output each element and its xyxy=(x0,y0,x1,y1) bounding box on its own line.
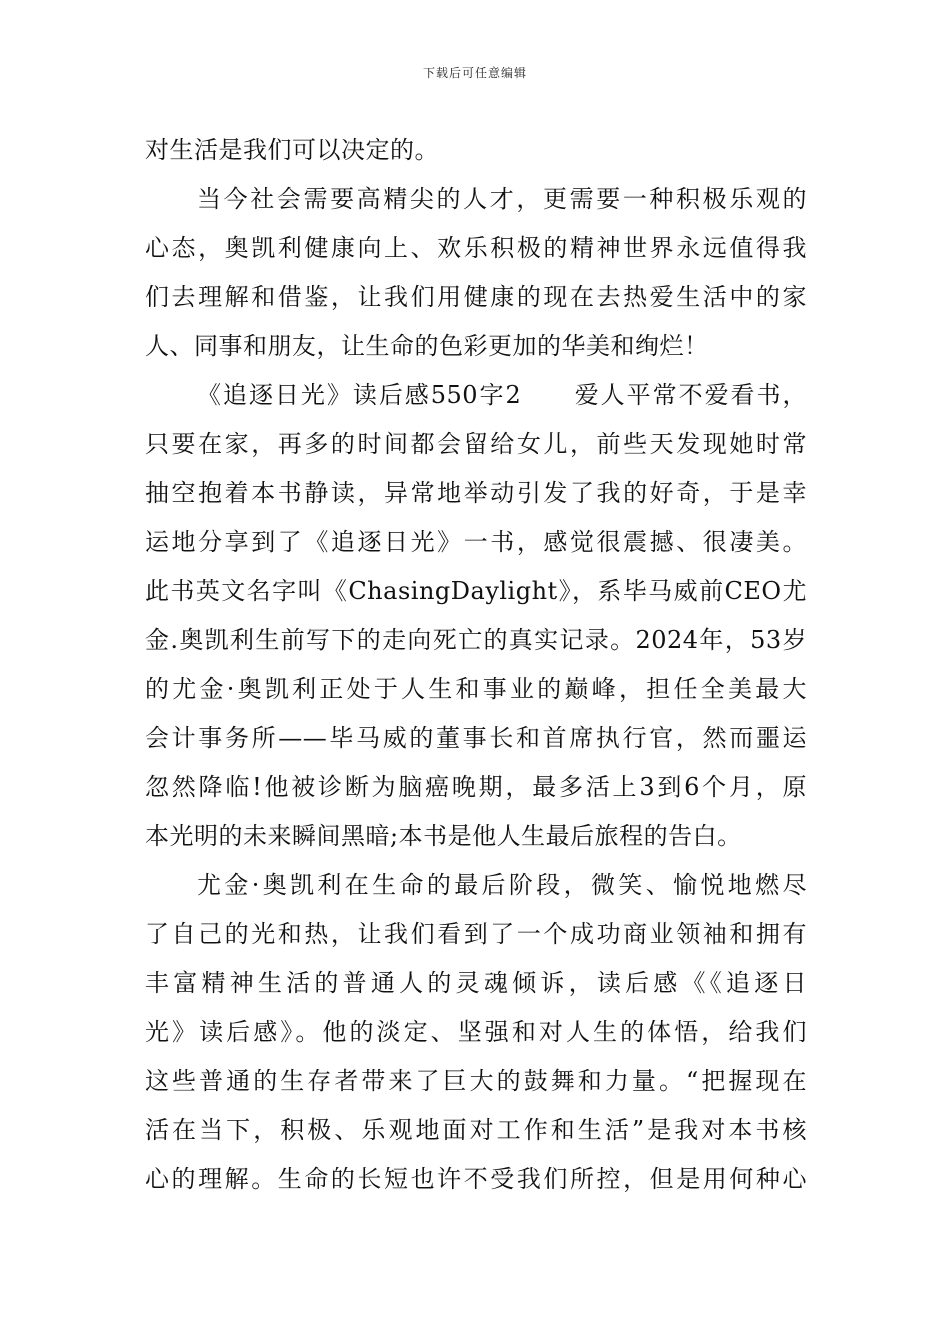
text-line: 对生活是我们可以决定的。 xyxy=(145,136,439,164)
text-line: 当今社会需要高精尖的人才，更需要一种积极乐观的 xyxy=(197,185,807,213)
text-line: 的尤金·奥凯利正处于人生和事业的巅峰，担任全美最大 xyxy=(145,675,807,703)
text-line: 心的理解。生命的长短也许不受我们所控，但是用何种心 xyxy=(145,1165,807,1193)
text-line: 光》读后感》。他的淡定、坚强和对人生的体悟，给我们 xyxy=(145,1018,807,1046)
text-line: 丰富精神生活的普通人的灵魂倾诉，读后感《《追逐日 xyxy=(145,969,807,997)
text-line: 《追逐日光》读后感550字2 爱人平常不爱看书， xyxy=(197,381,807,409)
text-line: 本光明的未来瞬间黑暗;本书是他人生最后旅程的告白。 xyxy=(145,822,742,850)
text-line: 了自己的光和热，让我们看到了一个成功商业领袖和拥有 xyxy=(145,920,807,948)
text-line: 只要在家，再多的时间都会留给女儿，前些天发现她时常 xyxy=(145,430,807,458)
text-line: 这些普通的生存者带来了巨大的鼓舞和力量。“把握现在 xyxy=(145,1067,807,1095)
text-line: 们去理解和借鉴，让我们用健康的现在去热爱生活中的家 xyxy=(145,283,807,311)
text-line: 活在当下，积极、乐观地面对工作和生活”是我对本书核 xyxy=(145,1116,807,1144)
text-line: 人、同事和朋友，让生命的色彩更加的华美和绚烂！ xyxy=(145,332,709,360)
text-line: 此书英文名字叫《ChasingDaylight》，系毕马威前CEO尤 xyxy=(145,577,807,605)
text-line: 金.奥凯利生前写下的走向死亡的真实记录。2024年，53岁 xyxy=(145,626,807,654)
text-line: 忽然降临!他被诊断为脑癌晚期，最多活上3到6个月，原 xyxy=(145,773,807,801)
document-body xyxy=(145,126,807,1204)
text-line: 尤金·奥凯利在生命的最后阶段，微笑、愉悦地燃尽 xyxy=(197,871,807,899)
text-line: 会计事务所——毕马威的董事长和首席执行官，然而噩运 xyxy=(145,724,807,752)
text-line: 心态，奥凯利健康向上、欢乐积极的精神世界永远值得我 xyxy=(145,234,807,262)
text-line: 运地分享到了《追逐日光》一书，感觉很震撼、很凄美。 xyxy=(145,528,807,556)
page-header: 下载后可任意编辑 xyxy=(422,66,527,80)
text-line: 抽空抱着本书静读，异常地举动引发了我的好奇，于是幸 xyxy=(145,479,807,507)
